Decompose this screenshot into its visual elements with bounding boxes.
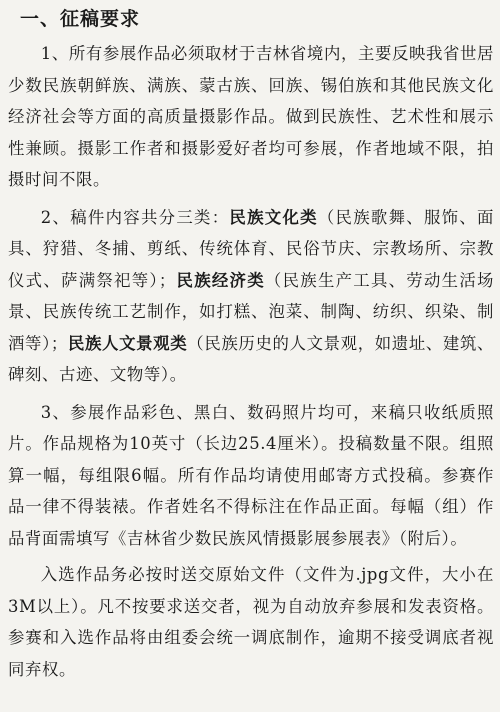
category-landscape-desc: （民族历史的人文景观，如遗址、建筑、碑刻、古迹、文物等）。 bbox=[8, 333, 494, 384]
category-economy-title: 民族经济类 bbox=[175, 270, 265, 290]
paragraph-1: 1、所有参展作品必须取材于吉林省境内，主要反映我省世居少数民族朝鲜族、满族、蒙古族、回族、锡伯族和其他民族文化经济社会等方面的高质量摄影作品。做到民族性、艺术性和展示性兼顾。摄影工作者和摄影爱好者均可参展，作者地域不限，拍摄时间不限。 bbox=[8, 44, 494, 189]
paragraph-3: 3、参展作品彩色、黑白、数码照片均可，来稿只收纸质照片。作品规格为10英寸（长边25.4厘米）。投稿数量不限。组照算一幅，每组限6幅。所有作品均请使用邮寄方式投稿。参赛作品一律不得装裱。作者姓名不得标注在作品正面。每幅（组）作品背面需填写《吉林省少数民族风情摄影展参展表》（附后）。 bbox=[8, 402, 494, 548]
paragraph-2-intro: 2、稿件内容共分三类： bbox=[40, 207, 230, 227]
category-landscape-title: 民族人文景观类 bbox=[67, 333, 188, 353]
paragraph-4: 入选作品务必按时送交原始文件（文件为.jpg文件，大小在3M以上）。凡不按要求送交者，视为自动放弃参展和发表资格。参赛和入选作品将由组委会统一调底制作，逾期不接受调底者视同弃权。 bbox=[8, 565, 494, 679]
section-heading: 一、征稿要求 bbox=[20, 8, 141, 30]
category-economy-desc: （民族生产工具、劳动生活场景、民族传统工艺制作，如打糕、泡菜、制陶、纺织、织染、制酒等）； bbox=[8, 270, 494, 353]
category-culture-desc: （民族歌舞、服饰、面具、狩猎、冬捕、剪纸、传统体育、民俗节庆、宗教场所、宗教仪式、萨满祭祀等）； bbox=[8, 207, 495, 290]
category-culture-title: 民族文化类 bbox=[229, 207, 318, 227]
paragraph-2 bbox=[8, 202, 494, 391]
